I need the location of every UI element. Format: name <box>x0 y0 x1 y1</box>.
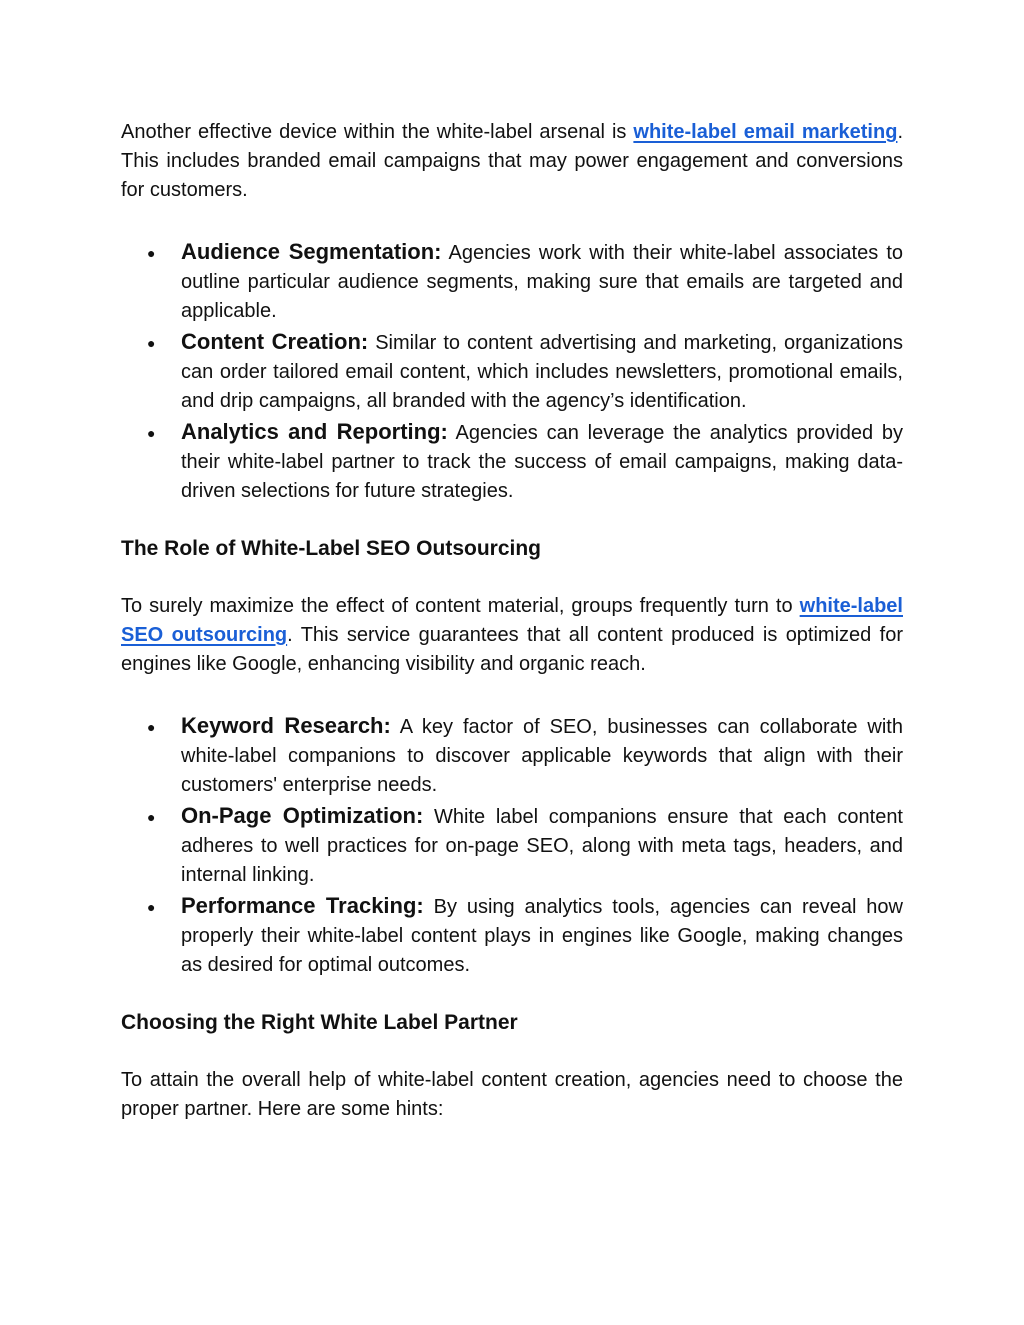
intro-text-after: . This includes branded email campaigns that may power engagement and conversions for customers. <box>121 121 903 201</box>
list-item-text: White label companions ensure that each content adheres to well practices for on-page SEO, along with meta tags, headers, and internal linking. <box>181 806 903 886</box>
document-page <box>121 118 903 1124</box>
list-item-term: Content Creation: <box>181 329 369 354</box>
list-item-text: By using analytics tools, agencies can reveal how properly their white-label content plays in engines like Google, making changes as desired for optimal outcomes. <box>181 896 903 976</box>
list-item-text: Similar to content advertising and marketing, organizations can order tailored email content, which includes newsletters, promotional emails, and drip campaigns, all branded with the agency’s identification. <box>181 332 904 412</box>
list-item-text: Agencies can leverage the analytics provided by their white-label partner to track the success of email campaigns, making data-driven selections for future strategies. <box>181 422 903 502</box>
intro-paragraph <box>121 118 903 205</box>
list-item-term: Keyword Research: <box>181 713 391 738</box>
list-item <box>147 711 903 800</box>
seo-outsourcing-link[interactable]: white-label SEO outsourcing <box>121 595 903 646</box>
partner-paragraph: To attain the overall help of white-label content creation, agencies need to choose the proper partner. Here are some hints: <box>121 1069 903 1120</box>
list-item-term: On-Page Optimization: <box>181 803 424 828</box>
bullet-icon: ● <box>147 335 156 351</box>
bullet-icon: ● <box>147 899 156 915</box>
list-item <box>147 417 903 506</box>
list-item <box>147 237 904 326</box>
list-item-term: Analytics and Reporting: <box>181 419 448 444</box>
seo-section-heading: The Role of White-Label SEO Outsourcing <box>121 537 542 560</box>
bullet-icon: ● <box>147 809 156 825</box>
list-item-term: Performance Tracking: <box>181 893 424 918</box>
list-item <box>147 891 903 980</box>
bullet-icon: ● <box>147 245 156 261</box>
seo-text-before: To surely maximize the effect of content material, groups frequently turn to <box>121 595 800 617</box>
seo-paragraph <box>121 592 903 679</box>
intro-text-before: Another effective device within the white-label arsenal is <box>121 121 634 143</box>
partner-section-heading: Choosing the Right White Label Partner <box>121 1011 518 1034</box>
list-item-text: A key factor of SEO, businesses can collaborate with white-label companions to discover applicable keywords that align with their customers' enterprise needs. <box>181 716 903 796</box>
bullet-icon: ● <box>147 425 156 441</box>
seo-text-after: . This service guarantees that all content produced is optimized for engines like Google, enhancing visibility and organic reach. <box>121 624 903 675</box>
list-item <box>147 801 903 890</box>
list-item-term: Audience Segmentation: <box>181 239 442 264</box>
list-item-text: Agencies work with their white-label associates to outline particular audience segments, making sure that emails are targeted and applicable. <box>181 242 904 322</box>
list-item <box>147 327 904 416</box>
bullet-icon: ● <box>147 719 156 735</box>
seo-list <box>121 711 903 980</box>
email-marketing-list <box>121 237 903 506</box>
email-marketing-link[interactable]: white-label email marketing <box>633 121 898 143</box>
